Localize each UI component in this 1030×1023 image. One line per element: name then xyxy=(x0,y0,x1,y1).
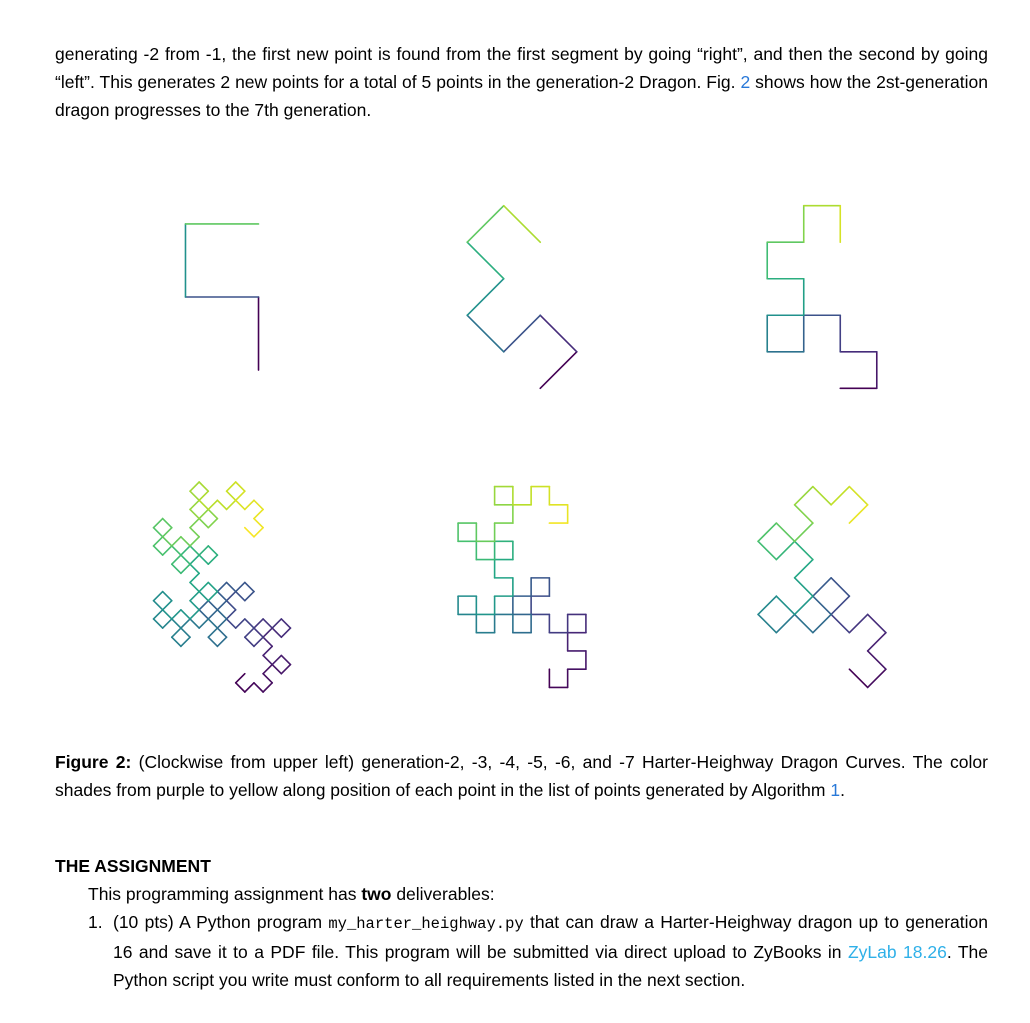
the-assignment-heading: THE ASSIGNMENT xyxy=(55,856,211,876)
assignment-intro xyxy=(88,880,988,908)
python-filename-code: my_harter_heighway.py xyxy=(328,915,524,933)
dragon-curve-generation-4-plot xyxy=(672,152,972,442)
dragon-curve-generation-2-plot xyxy=(72,152,372,442)
assignment-intro-text-1: This programming assignment has xyxy=(88,884,362,904)
assignment-intro-bold: two xyxy=(361,884,392,904)
figure-pane-generation-7 xyxy=(72,442,372,732)
intro-text-2: shows how the 2st-generation dragon progresses to the 7th generation. xyxy=(55,72,988,120)
figure-2-reference-link[interactable]: 2 xyxy=(740,72,751,92)
dragon-curve-generation-7-plot xyxy=(72,442,372,732)
zylab-18-26-link[interactable]: ZyLab 18.26 xyxy=(847,942,947,962)
intro-paragraph xyxy=(55,40,988,124)
deliverable-1-item xyxy=(88,908,988,994)
figure-pane-generation-2 xyxy=(72,152,372,442)
figure-2-caption-label: Figure 2: xyxy=(55,752,132,772)
assignment-intro-text-2: deliverables: xyxy=(391,884,495,904)
figure-2-caption-text: (Clockwise from upper left) generation-2, -3, -4, -5, -6, and -7 Harter-Heighway Dragon Curves. The color shades from purple to yellow along position of each point in the list of points generated by Algorithm xyxy=(55,752,988,800)
deliverable-1-number: 1. xyxy=(88,912,103,932)
dragon-curve-generation-3-plot xyxy=(372,152,672,442)
figure-2-dragon-curves-grid xyxy=(72,152,972,732)
figure-2-caption xyxy=(55,748,988,804)
figure-pane-generation-6 xyxy=(372,442,672,732)
figure-pane-generation-4 xyxy=(672,152,972,442)
deliverable-1-text xyxy=(113,908,988,994)
figure-2-caption-end: . xyxy=(840,780,845,800)
figure-pane-generation-5 xyxy=(672,442,972,732)
intro-text-1: generating -2 from -1, the first new point is found from the first segment by going “right”, and then the second by going “left”. This generates 2 new points for a total of 5 points in the generation-2 Dragon. Fig. xyxy=(55,44,988,92)
dragon-curve-generation-5-plot xyxy=(672,442,972,732)
deliverable-1-text-3: . The Python script you write must conform to all requirements listed in the next section. xyxy=(113,942,989,990)
figure-pane-generation-3 xyxy=(372,152,672,442)
deliverable-1-text-1: (10 pts) A Python program xyxy=(113,912,329,932)
algorithm-1-reference-link[interactable]: 1 xyxy=(830,780,841,800)
dragon-curve-generation-6-plot xyxy=(372,442,672,732)
deliverable-1-text-2: that can draw a Harter-Heighway dragon up to generation 16 and save it to a PDF file. This program will be submitted via direct upload to ZyBooks in xyxy=(113,912,988,962)
